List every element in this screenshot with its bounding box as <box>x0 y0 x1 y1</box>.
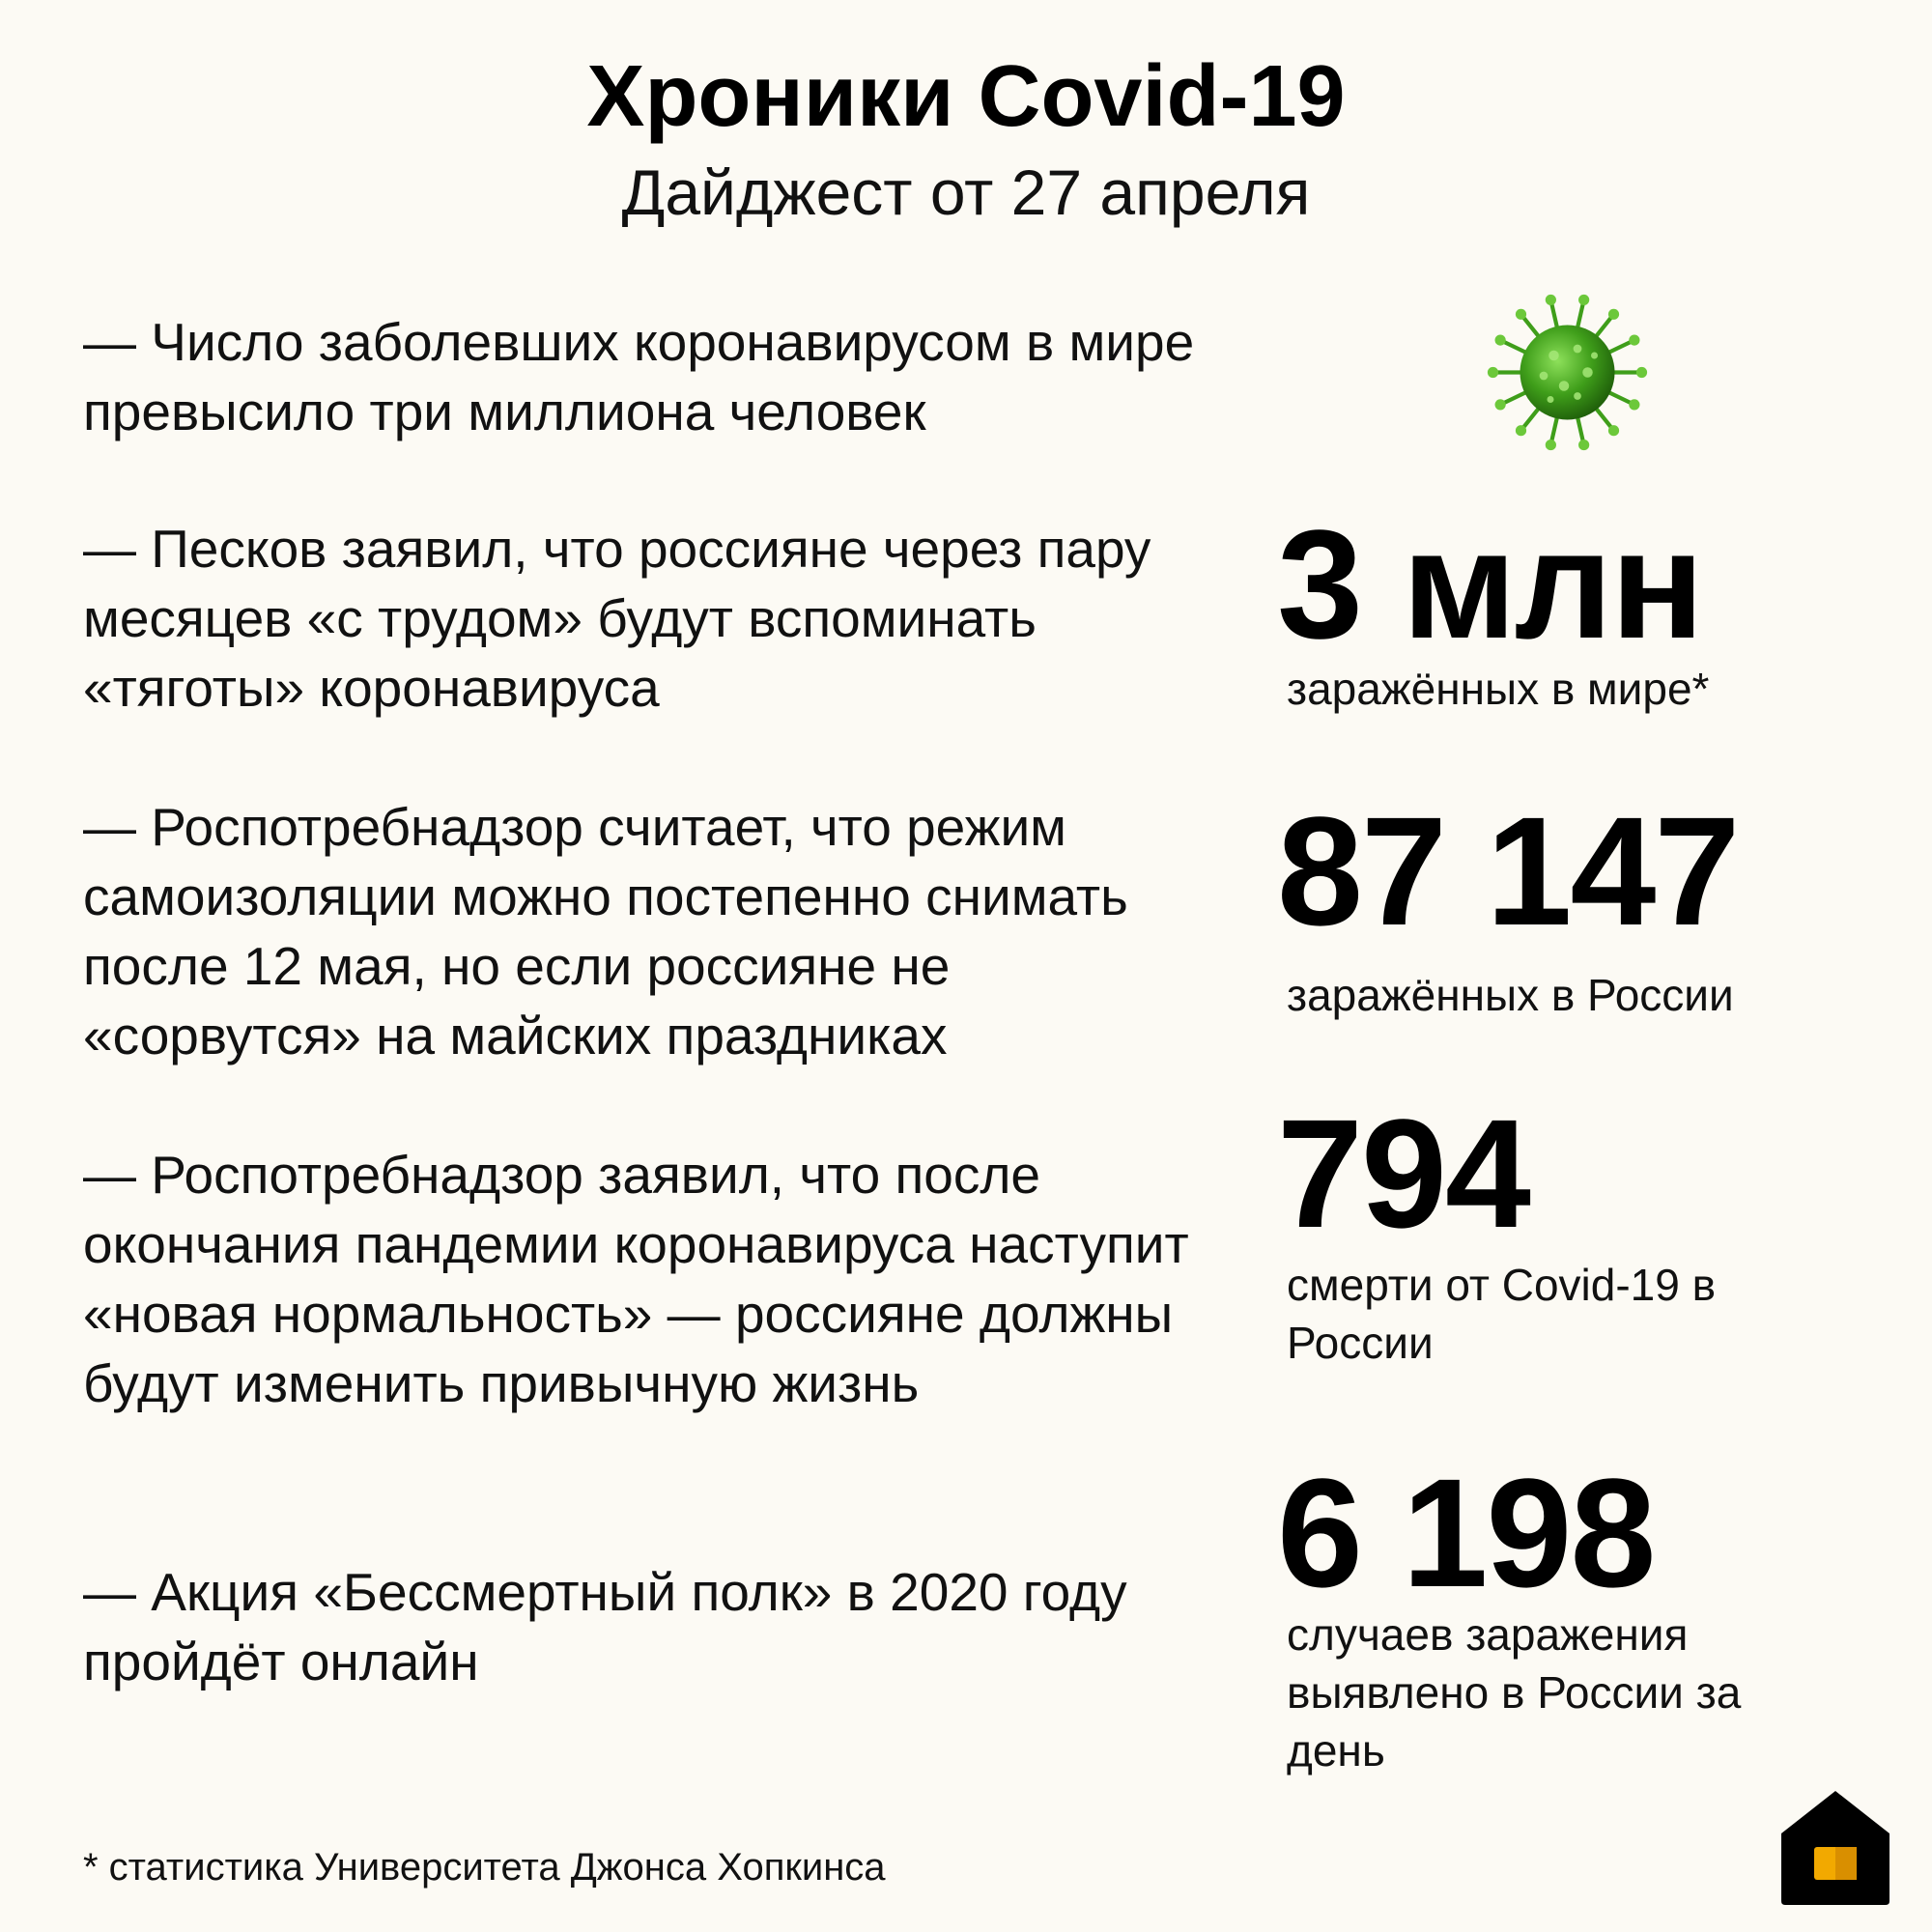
stat-russia-deaths-label: смерти от Covid-19 в России <box>1287 1260 1717 1368</box>
house-logo-icon <box>1777 1787 1893 1908</box>
stat-daily-cases-label: случаев заражения выявлено в России за день <box>1287 1609 1742 1776</box>
news-item: — Роспотребнадзор заявил, что после окончания пандемии коронавируса наступит «новая нормальность» — россияне должны будут изменить привычную жизнь <box>83 1145 1189 1413</box>
stat-russia-infected-value: 87 147 <box>1277 784 1739 957</box>
footnote: * статистика Университета Джонса Хопкинса <box>83 1846 886 1889</box>
news-item: — Роспотребнадзор считает, что режим самоизоляции можно постепенно снимать после 12 мая, но если россияне не «сорвутся» на майских праздниках <box>83 797 1128 1065</box>
page-subtitle: Дайджест от 27 апреля <box>621 156 1311 228</box>
stat-world-infected-label: заражённых в мире* <box>1287 664 1710 714</box>
stat-world-infected-value: 3 млн <box>1277 497 1703 670</box>
page-title: Хроники Covid-19 <box>586 48 1346 145</box>
news-item: — Песков заявил, что россияне через пару месяцев «с трудом» будут вспоминать «тяготы» коронавируса <box>83 519 1151 718</box>
stat-russia-infected-label: заражённых в России <box>1287 970 1734 1020</box>
stat-daily-cases-value: 6 198 <box>1277 1446 1655 1619</box>
stat-russia-deaths-value: 794 <box>1277 1087 1529 1260</box>
header <box>0 48 1932 236</box>
news-item: — Акция «Бессмертный полк» в 2020 году пройдёт онлайн <box>83 1562 1127 1691</box>
news-item: — Число заболевших коронавирусом в мире превысило три миллиона человек <box>83 312 1195 441</box>
virus-icon <box>1483 288 1652 457</box>
